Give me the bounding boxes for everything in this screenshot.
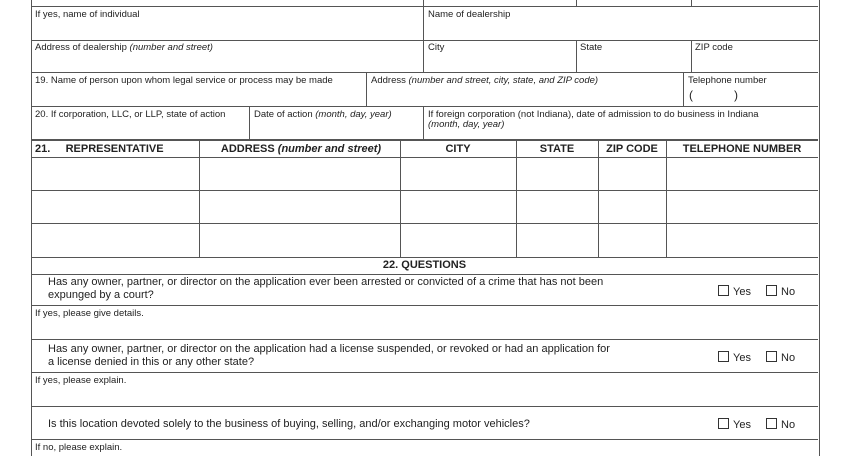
rep-header-telephone: TELEPHONE NUMBER (682, 143, 802, 155)
divider (31, 157, 818, 158)
checkbox-icon[interactable] (766, 285, 777, 296)
area-code-open-paren: ( (689, 88, 693, 102)
divider (31, 40, 818, 41)
rep-telephone-field[interactable] (670, 226, 815, 254)
rep-state-field[interactable] (520, 160, 596, 188)
question-1-details-field[interactable] (36, 320, 814, 337)
city-field[interactable] (428, 55, 572, 70)
service-person-label: 19. Name of person upon whom legal service or process may be made (35, 75, 333, 86)
rep-city-field[interactable] (404, 226, 514, 254)
question-3-no[interactable]: No (766, 418, 795, 432)
rep-telephone-field[interactable] (670, 193, 815, 221)
divider (366, 72, 367, 106)
rep-name-field[interactable] (34, 193, 197, 221)
question-2-no[interactable]: No (766, 351, 795, 365)
dealership-address-field[interactable] (36, 55, 419, 70)
rep-header-zip: ZIP CODE (606, 143, 658, 155)
divider (31, 439, 818, 440)
question-1-no[interactable]: No (766, 285, 795, 299)
divider (31, 305, 818, 306)
individual-name-label: If yes, name of individual (35, 9, 140, 20)
foreign-admission-hint: (month, day, year) (428, 119, 505, 130)
rep-zip-field[interactable] (602, 193, 664, 221)
area-code-field[interactable] (696, 89, 732, 104)
question-2-explain-label: If yes, please explain. (35, 375, 127, 386)
divider (683, 72, 684, 106)
rep-header-representative: 21. REPRESENTATIVE (35, 143, 164, 155)
rep-telephone-field[interactable] (670, 160, 815, 188)
divider (31, 106, 818, 107)
zip-label: ZIP code (695, 42, 733, 53)
area-code-close-paren: ) (734, 88, 738, 102)
service-address-label: Address (number and street, city, state, and ZIP code) (371, 75, 599, 86)
rep-city-field[interactable] (404, 160, 514, 188)
divider (31, 339, 818, 340)
rep-address-field[interactable] (203, 226, 398, 254)
question-1-details-label: If yes, please give details. (35, 308, 144, 319)
rep-header-address: ADDRESS (number and street) (220, 143, 382, 155)
divider (576, 40, 577, 72)
checkbox-icon[interactable] (718, 418, 729, 429)
checkbox-icon[interactable] (718, 351, 729, 362)
state-label: State (580, 42, 603, 53)
divider (31, 257, 818, 258)
rep-zip-field[interactable] (602, 226, 664, 254)
rep-city-field[interactable] (404, 193, 514, 221)
state-field[interactable] (580, 55, 687, 70)
zip-field[interactable] (695, 55, 814, 70)
corporation-state-label: 20. If corporation, LLC, or LLP, state of action (35, 109, 226, 120)
rep-header-state: STATE (539, 143, 575, 155)
question-2-explain-field[interactable] (36, 387, 814, 404)
city-label: City (428, 42, 445, 53)
service-person-field[interactable] (36, 89, 362, 104)
divider (423, 106, 424, 139)
divider (31, 372, 818, 373)
rep-zip-field[interactable] (602, 160, 664, 188)
date-of-action-field[interactable] (254, 122, 419, 137)
rep-name-field[interactable] (34, 160, 197, 188)
rep-header-city: CITY (445, 143, 471, 155)
foreign-admission-date-field[interactable] (520, 122, 814, 137)
rep-name-field[interactable] (34, 226, 197, 254)
questions-title: 22. QUESTIONS (382, 259, 467, 271)
rep-address-field[interactable] (203, 193, 398, 221)
checkbox-icon[interactable] (766, 351, 777, 362)
checkbox-icon[interactable] (766, 418, 777, 429)
divider (31, 72, 818, 73)
divider (31, 190, 818, 191)
rep-state-field[interactable] (520, 226, 596, 254)
question-2-yes[interactable]: Yes (718, 351, 751, 365)
telephone-label: Telephone number (688, 75, 767, 86)
date-of-action-label: Date of action (month, day, year) (254, 109, 392, 120)
divider (31, 6, 818, 7)
divider (31, 139, 818, 141)
question-3-yes[interactable]: Yes (718, 418, 751, 432)
divider (249, 106, 250, 139)
divider (31, 406, 818, 407)
divider (691, 40, 692, 72)
question-3-text: Is this location devoted solely to the business of buying, selling, and/or exchanging motor vehicles? (48, 418, 530, 430)
checkbox-icon[interactable] (718, 285, 729, 296)
divider (31, 274, 818, 275)
telephone-field[interactable] (742, 89, 814, 104)
dealership-name-label: Name of dealership (428, 9, 511, 20)
service-address-field[interactable] (371, 89, 679, 104)
corporation-state-field[interactable] (36, 122, 245, 137)
dealership-address-label: Address of dealership (number and street) (35, 42, 213, 53)
foreign-admission-label: If foreign corporation (not Indiana), date of admission to do business in Indiana (428, 109, 759, 120)
dealership-name-field[interactable] (428, 23, 814, 38)
rep-address-field[interactable] (203, 160, 398, 188)
question-1-text: Has any owner, partner, or director on the application ever been arrested or convicted of a crime that has not been expunged by a court? (48, 276, 604, 301)
question-2-text: Has any owner, partner, or director on the application had a license suspended, or revoked or had an application for a license denied in this or any other state? (48, 343, 610, 368)
individual-name-field[interactable] (36, 23, 419, 38)
question-3-explain-label: If no, please explain. (35, 442, 123, 453)
divider (31, 223, 818, 224)
rep-state-field[interactable] (520, 193, 596, 221)
divider (423, 40, 424, 72)
question-1-yes[interactable]: Yes (718, 285, 751, 299)
